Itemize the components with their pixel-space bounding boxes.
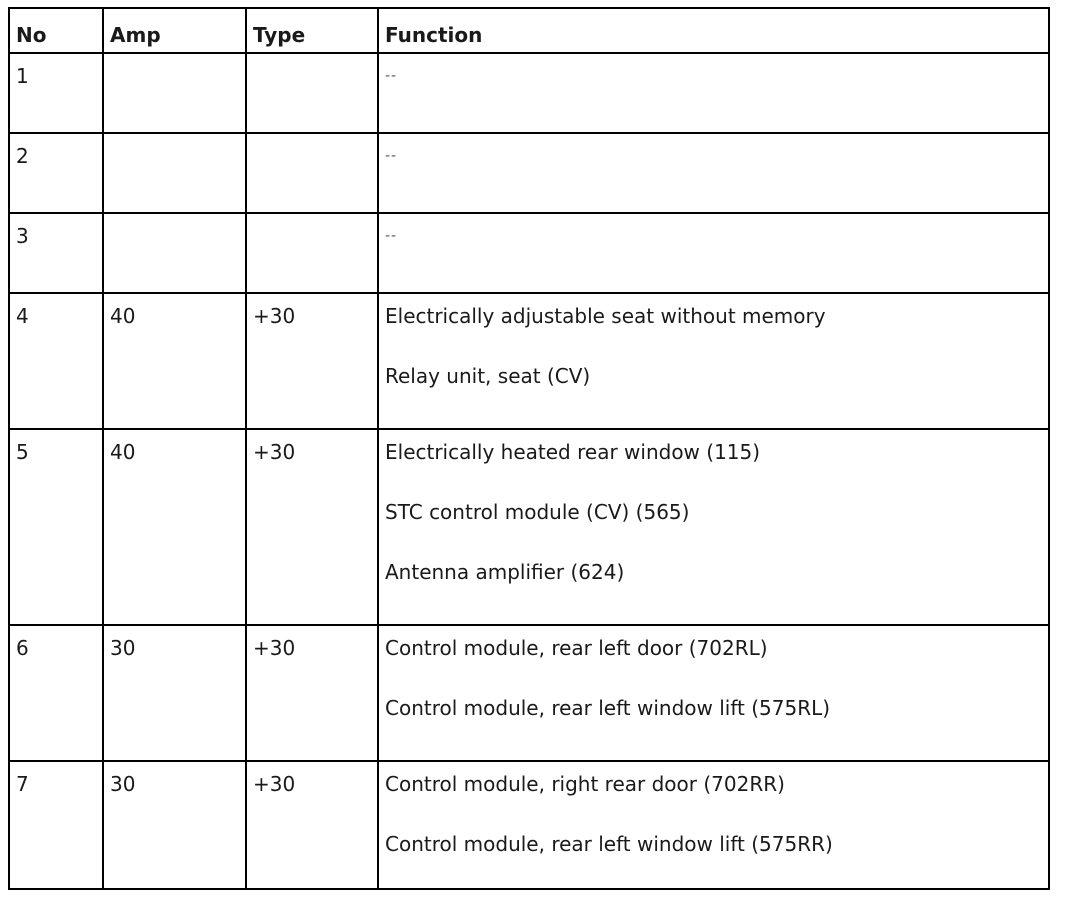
cell-type: +30 (246, 293, 378, 429)
cell-type (246, 133, 378, 213)
cell-amp (103, 133, 246, 213)
table-header-row (9, 8, 1049, 53)
function-line: -- (385, 68, 398, 84)
cell-amp: 40 (103, 293, 246, 429)
cell-type (246, 53, 378, 133)
cell-function (378, 133, 1049, 213)
table-row (9, 761, 1049, 889)
table-row (9, 53, 1049, 133)
cell-type: +30 (246, 429, 378, 625)
function-line: Antenna amplifier (624) (385, 560, 625, 584)
function-line: Control module, rear left window lift (575RL) (385, 696, 831, 720)
cell-no: 2 (9, 133, 103, 213)
function-line: Relay unit, seat (CV) (385, 364, 591, 388)
function-line: -- (385, 148, 398, 164)
function-line: STC control module (CV) (565) (385, 500, 690, 524)
cell-amp: 30 (103, 625, 246, 761)
cell-no: 4 (9, 293, 103, 429)
function-line: Control module, rear left window lift (575RR) (385, 832, 833, 856)
cell-amp: 40 (103, 429, 246, 625)
table-row (9, 625, 1049, 761)
cell-function (378, 293, 1049, 429)
header-function: Function (378, 8, 1049, 53)
function-line: -- (385, 228, 398, 244)
cell-function (378, 761, 1049, 889)
cell-no: 6 (9, 625, 103, 761)
cell-no: 7 (9, 761, 103, 889)
function-line: Electrically heated rear window (115) (385, 440, 761, 464)
table-row (9, 429, 1049, 625)
cell-amp: 30 (103, 761, 246, 889)
fuse-table (8, 7, 1050, 890)
cell-type (246, 213, 378, 293)
cell-amp (103, 53, 246, 133)
function-line: Control module, right rear door (702RR) (385, 772, 785, 796)
header-type: Type (246, 8, 378, 53)
function-line: Control module, rear left door (702RL) (385, 636, 768, 660)
cell-function (378, 625, 1049, 761)
cell-function (378, 213, 1049, 293)
cell-function (378, 53, 1049, 133)
table-row (9, 213, 1049, 293)
table-row (9, 293, 1049, 429)
cell-no: 5 (9, 429, 103, 625)
cell-amp (103, 213, 246, 293)
cell-type: +30 (246, 761, 378, 889)
table-row (9, 133, 1049, 213)
cell-no: 1 (9, 53, 103, 133)
header-amp: Amp (103, 8, 246, 53)
cell-no: 3 (9, 213, 103, 293)
function-line: Electrically adjustable seat without memory (385, 304, 826, 328)
cell-function (378, 429, 1049, 625)
cell-type: +30 (246, 625, 378, 761)
header-no: No (9, 8, 103, 53)
